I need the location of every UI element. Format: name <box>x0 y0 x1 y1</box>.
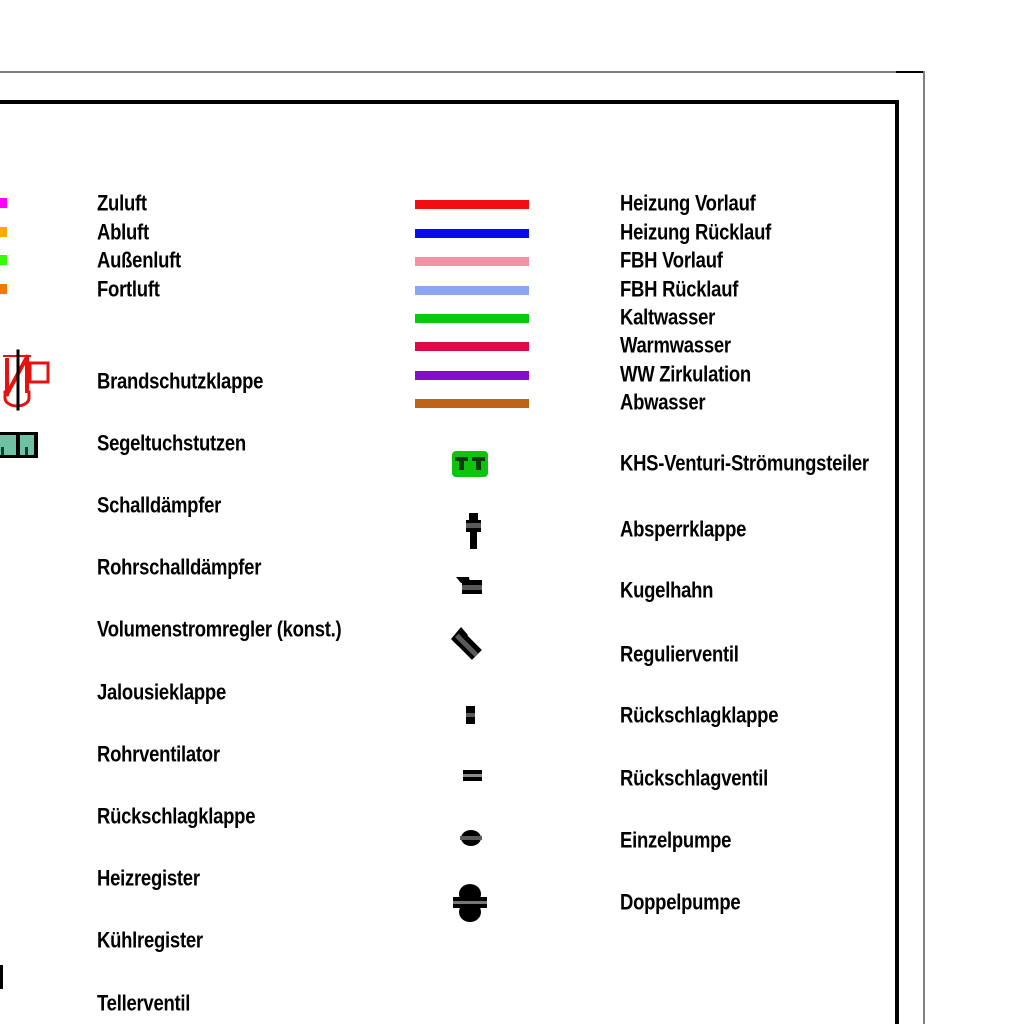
rueckschlagventil-icon <box>463 770 482 781</box>
air-label-zuluft: Zuluft <box>97 190 147 216</box>
pipe-line-abwasser <box>415 399 529 408</box>
pipe-label-fbh-ruecklauf: FBH Rücklauf <box>620 276 739 302</box>
regulierventil-icon <box>450 626 484 662</box>
brandschutzklappe-icon <box>0 348 52 412</box>
pipe-label-kaltwasser: Kaltwasser <box>620 304 716 330</box>
rueckschlagklappe-icon <box>466 706 476 724</box>
air-label-aussenluft: Außenluft <box>97 247 181 273</box>
kugelhahn-icon <box>454 574 482 596</box>
valve-label-absperrklappe: Absperrklappe <box>620 516 747 542</box>
legend-border-right <box>895 100 899 1024</box>
pipe-line-fbh-vorlauf <box>415 257 529 266</box>
valve-label-regulierventil: Regulierventil <box>620 641 739 667</box>
pipe-line-kaltwasser <box>415 314 529 323</box>
absperrklappe-icon <box>464 512 482 550</box>
duct-label-rohrventilator: Rohrventilator <box>97 741 220 767</box>
pipe-label-abwasser: Abwasser <box>620 389 706 415</box>
pipe-label-ww-zirkulation: WW Zirkulation <box>620 361 751 387</box>
duct-label-segeltuchstutzen: Segeltuchstutzen <box>97 430 246 456</box>
einzelpumpe-icon <box>460 830 482 846</box>
doppelpumpe-icon <box>453 884 487 922</box>
duct-label-jalousieklappe: Jalousieklappe <box>97 679 226 705</box>
sheet-border-right <box>923 71 925 1024</box>
pipe-line-heizung-ruecklauf <box>415 229 529 238</box>
pipe-label-warmwasser: Warmwasser <box>620 332 731 358</box>
valve-label-doppelpumpe: Doppelpumpe <box>620 889 741 915</box>
segeltuchstutzen-icon <box>0 432 38 458</box>
duct-label-schalldaempfer: Schalldämpfer <box>97 492 222 518</box>
pipe-line-ww-zirkulation <box>415 371 529 380</box>
duct-label-volumenstromregler: Volumenstromregler (konst.) <box>97 616 342 642</box>
pipe-line-heizung-vorlauf <box>415 200 529 209</box>
pipe-line-fbh-ruecklauf <box>415 286 529 295</box>
khs-venturi-icon <box>452 451 488 477</box>
valve-label-einzelpumpe: Einzelpumpe <box>620 827 732 853</box>
valve-label-khs-venturi: KHS-Venturi-Strömungsteiler <box>620 450 869 476</box>
pipe-label-fbh-vorlauf: FBH Vorlauf <box>620 247 723 273</box>
air-swatch-fortluft <box>0 284 7 294</box>
air-label-fortluft: Fortluft <box>97 276 160 302</box>
legend-border-top <box>0 100 899 104</box>
air-swatch-abluft <box>0 227 7 237</box>
air-swatch-aussenluft <box>0 255 7 265</box>
duct-label-heizregister: Heizregister <box>97 865 200 891</box>
duct-label-kuehlregister: Kühlregister <box>97 927 203 953</box>
sheet-border-top <box>0 71 896 73</box>
duct-label-brandschutzklappe: Brandschutzklappe <box>97 368 264 394</box>
pipe-label-heizung-ruecklauf: Heizung Rücklauf <box>620 219 772 245</box>
clipped-edge-icon <box>0 965 3 989</box>
pipe-line-warmwasser <box>415 342 529 351</box>
valve-label-rueckschlagventil: Rückschlagventil <box>620 765 768 791</box>
sheet-border-top-corner <box>896 71 925 73</box>
valve-label-kugelhahn: Kugelhahn <box>620 577 714 603</box>
duct-label-rohrschalldaempfer: Rohrschalldämpfer <box>97 554 262 580</box>
duct-label-rueckschlagklappe: Rückschlagklappe <box>97 803 256 829</box>
valve-label-rueckschlagklappe: Rückschlagklappe <box>620 702 779 728</box>
duct-label-tellerventil: Tellerventil <box>97 990 191 1016</box>
air-label-abluft: Abluft <box>97 219 149 245</box>
air-swatch-zuluft <box>0 198 7 208</box>
pipe-label-heizung-vorlauf: Heizung Vorlauf <box>620 190 756 216</box>
